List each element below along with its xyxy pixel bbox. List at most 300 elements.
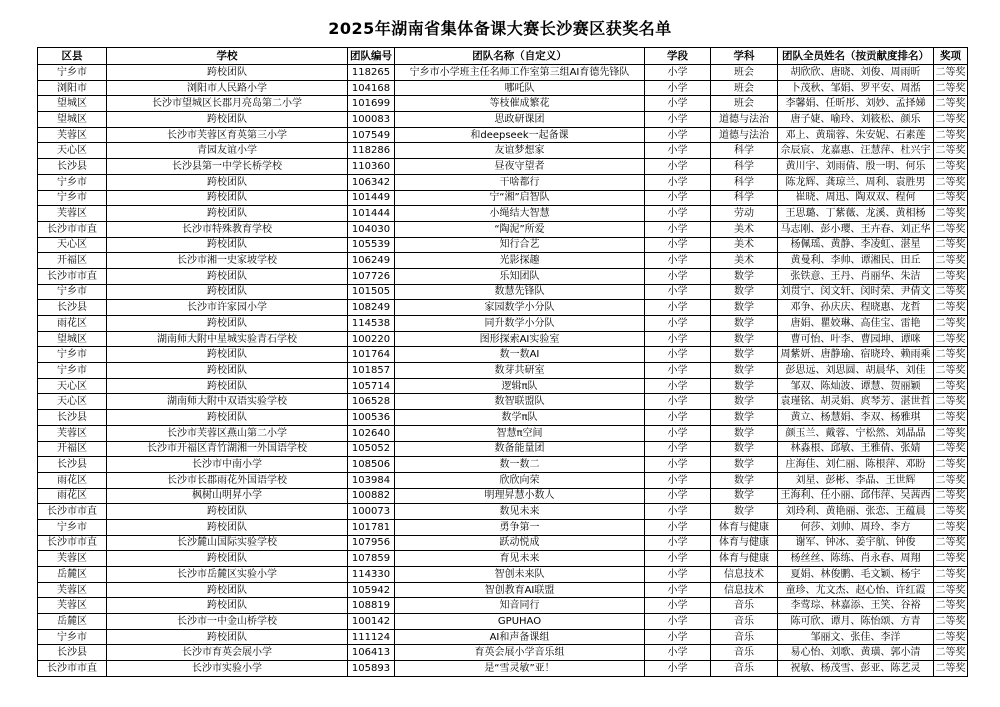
- cell-members: 童珍、尤文杰、赵心怡、许红霞: [778, 582, 934, 598]
- cell-stage: 小学: [645, 65, 711, 81]
- cell-team-name: 勇争第一: [395, 519, 645, 535]
- cell-district: 宁乡市: [38, 65, 107, 81]
- cell-award: 二等奖: [934, 567, 968, 583]
- table-row: [38, 80, 968, 96]
- cell-members: 邹双、陈灿波、谭慧、贺丽颖: [778, 378, 934, 394]
- cell-members: 黄曼利、李帅、谭湘民、田丘: [778, 253, 934, 269]
- cell-award: 二等奖: [934, 551, 968, 567]
- table-row: [38, 284, 968, 300]
- cell-team-number: 103984: [348, 472, 395, 488]
- cell-school: 跨校团队: [107, 519, 348, 535]
- cell-district: 雨花区: [38, 488, 107, 504]
- cell-members: 李莺琮、林嘉添、王笑、谷裕: [778, 598, 934, 614]
- cell-award: 二等奖: [934, 268, 968, 284]
- cell-school: 跨校团队: [107, 237, 348, 253]
- cell-award: 二等奖: [934, 582, 968, 598]
- cell-stage: 小学: [645, 268, 711, 284]
- cell-district: 长沙县: [38, 457, 107, 473]
- cell-team-number: 108819: [348, 598, 395, 614]
- cell-district: 浏阳市: [38, 80, 107, 96]
- cell-stage: 小学: [645, 457, 711, 473]
- cell-members: 邓争、孙庆庆、程晓惠、龙哲: [778, 300, 934, 316]
- cell-district: 雨花区: [38, 316, 107, 332]
- cell-district: 长沙市市直: [38, 268, 107, 284]
- cell-stage: 小学: [645, 441, 711, 457]
- cell-subject: 道德与法治: [711, 112, 778, 128]
- cell-subject: 信息技术: [711, 582, 778, 598]
- cell-team-name: 宁乡市小学班主任名师工作室第三组AI育德先锋队: [395, 65, 645, 81]
- cell-members: 何莎、刘帅、周玲、李方: [778, 519, 934, 535]
- cell-school: 跨校团队: [107, 378, 348, 394]
- cell-district: 望城区: [38, 112, 107, 128]
- cell-award: 二等奖: [934, 457, 968, 473]
- cell-team-number: 110360: [348, 159, 395, 175]
- cell-district: 长沙市市直: [38, 504, 107, 520]
- table-row: [38, 488, 968, 504]
- cell-district: 天心区: [38, 394, 107, 410]
- cell-team-number: 108506: [348, 457, 395, 473]
- cell-team-name: 哪吒队: [395, 80, 645, 96]
- cell-subject: 班会: [711, 65, 778, 81]
- cell-subject: 美术: [711, 237, 778, 253]
- cell-district: 芙蓉区: [38, 206, 107, 222]
- table-row: [38, 519, 968, 535]
- header-team-name: 团队名称（自定义）: [395, 48, 645, 65]
- table-row: [38, 347, 968, 363]
- cell-members: 易心怡、刘歌、黄璜、郭小清: [778, 645, 934, 661]
- cell-team-name: 育见未来: [395, 551, 645, 567]
- cell-team-name: 数芽共研室: [395, 363, 645, 379]
- cell-team-number: 106413: [348, 645, 395, 661]
- cell-members: 颜玉兰、戴蓉、宁松然、刘晶晶: [778, 425, 934, 441]
- document-title: 2025年湖南省集体备课大赛长沙赛区获奖名单: [328, 19, 672, 38]
- table-row: [38, 127, 968, 143]
- cell-team-name: 宁“湘”启智队: [395, 190, 645, 206]
- cell-team-number: 105893: [348, 661, 395, 677]
- cell-team-number: 118265: [348, 65, 395, 81]
- cell-stage: 小学: [645, 472, 711, 488]
- cell-members: 黄立、杨慧娟、李双、杨雅琪: [778, 410, 934, 426]
- cell-team-number: 100220: [348, 331, 395, 347]
- cell-stage: 小学: [645, 96, 711, 112]
- cell-team-number: 107956: [348, 535, 395, 551]
- cell-district: 雨花区: [38, 472, 107, 488]
- cell-subject: 科学: [711, 159, 778, 175]
- cell-award: 二等奖: [934, 143, 968, 159]
- cell-stage: 小学: [645, 519, 711, 535]
- cell-stage: 小学: [645, 190, 711, 206]
- cell-team-name: 知行合艺: [395, 237, 645, 253]
- cell-stage: 小学: [645, 127, 711, 143]
- cell-award: 二等奖: [934, 331, 968, 347]
- table-row: [38, 472, 968, 488]
- table-row: [38, 159, 968, 175]
- cell-award: 二等奖: [934, 300, 968, 316]
- table-row: [38, 363, 968, 379]
- cell-stage: 小学: [645, 567, 711, 583]
- cell-award: 二等奖: [934, 441, 968, 457]
- table-row: [38, 331, 968, 347]
- table-row: [38, 378, 968, 394]
- cell-school: 长沙市许家园小学: [107, 300, 348, 316]
- cell-team-name: 小绳结大智慧: [395, 206, 645, 222]
- cell-award: 二等奖: [934, 190, 968, 206]
- cell-school: 长沙市望城区长郡月亮岛第二小学: [107, 96, 348, 112]
- cell-team-number: 100536: [348, 410, 395, 426]
- cell-award: 二等奖: [934, 284, 968, 300]
- cell-award: 二等奖: [934, 112, 968, 128]
- cell-team-name: 明理昇慧小数人: [395, 488, 645, 504]
- cell-team-name: 数学π队: [395, 410, 645, 426]
- cell-team-name: 是“雪灵敏”亚！: [395, 661, 645, 677]
- cell-stage: 小学: [645, 504, 711, 520]
- cell-award: 二等奖: [934, 347, 968, 363]
- cell-award: 二等奖: [934, 410, 968, 426]
- cell-subject: 数学: [711, 378, 778, 394]
- cell-stage: 小学: [645, 347, 711, 363]
- table-row: [38, 96, 968, 112]
- cell-award: 二等奖: [934, 535, 968, 551]
- table-row: [38, 614, 968, 630]
- cell-members: 张铁意、王丹、肖丽华、朱洁: [778, 268, 934, 284]
- cell-members: 杨佩瑶、黄静、李凌虹、湛星: [778, 237, 934, 253]
- cell-subject: 数学: [711, 331, 778, 347]
- cell-district: 长沙县: [38, 159, 107, 175]
- table-row: [38, 190, 968, 206]
- cell-members: 佘辰宸、龙嘉惠、汪慧萍、杜兴宇: [778, 143, 934, 159]
- cell-school: 跨校团队: [107, 65, 348, 81]
- cell-subject: 音乐: [711, 645, 778, 661]
- cell-members: 唐子婕、喻玲、刘筱松、颜乐: [778, 112, 934, 128]
- cell-school: 长沙市中南小学: [107, 457, 348, 473]
- table-row: [38, 567, 968, 583]
- table-row: [38, 268, 968, 284]
- cell-district: 长沙县: [38, 300, 107, 316]
- cell-stage: 小学: [645, 551, 711, 567]
- cell-district: 芙蓉区: [38, 127, 107, 143]
- cell-school: 湖南师大附中双语实验学校: [107, 394, 348, 410]
- header-district: 区县: [38, 48, 107, 65]
- cell-members: 彭思远、刘思圆、胡晨华、刘佳: [778, 363, 934, 379]
- cell-team-name: GPUHAO: [395, 614, 645, 630]
- cell-subject: 数学: [711, 472, 778, 488]
- cell-team-name: 数慧先锋队: [395, 284, 645, 300]
- table-row: [38, 300, 968, 316]
- table-row: [38, 410, 968, 426]
- cell-team-number: 118286: [348, 143, 395, 159]
- cell-school: 跨校团队: [107, 112, 348, 128]
- cell-district: 开福区: [38, 441, 107, 457]
- cell-award: 二等奖: [934, 598, 968, 614]
- cell-school: 长沙市特殊教育学校: [107, 221, 348, 237]
- cell-school: 长沙市开福区青竹湖湘一外国语学校: [107, 441, 348, 457]
- table-row: [38, 65, 968, 81]
- cell-team-name: 光影探趣: [395, 253, 645, 269]
- cell-award: 二等奖: [934, 488, 968, 504]
- header-subject: 学科: [711, 48, 778, 65]
- cell-school: 长沙麓山国际实验学校: [107, 535, 348, 551]
- cell-members: 刘玲利、黄艳丽、张恋、王蕴晨: [778, 504, 934, 520]
- cell-school: 跨校团队: [107, 582, 348, 598]
- cell-subject: 道德与法治: [711, 127, 778, 143]
- cell-team-number: 100083: [348, 112, 395, 128]
- cell-team-name: 智创未来队: [395, 567, 645, 583]
- cell-team-number: 105714: [348, 378, 395, 394]
- cell-stage: 小学: [645, 159, 711, 175]
- cell-subject: 科学: [711, 143, 778, 159]
- table-row: [38, 221, 968, 237]
- cell-school: 跨校团队: [107, 504, 348, 520]
- cell-school: 跨校团队: [107, 316, 348, 332]
- cell-district: 望城区: [38, 96, 107, 112]
- cell-subject: 科学: [711, 174, 778, 190]
- cell-team-number: 101764: [348, 347, 395, 363]
- cell-subject: 数学: [711, 300, 778, 316]
- cell-subject: 数学: [711, 488, 778, 504]
- cell-stage: 小学: [645, 112, 711, 128]
- cell-district: 岳麓区: [38, 567, 107, 583]
- cell-team-number: 106342: [348, 174, 395, 190]
- cell-stage: 小学: [645, 645, 711, 661]
- cell-award: 二等奖: [934, 614, 968, 630]
- cell-subject: 音乐: [711, 629, 778, 645]
- cell-team-name: 智创教育AI联盟: [395, 582, 645, 598]
- cell-subject: 音乐: [711, 614, 778, 630]
- cell-award: 二等奖: [934, 127, 968, 143]
- cell-subject: 班会: [711, 80, 778, 96]
- cell-members: 陈龙辉、龚琼兰、周利、袁胜男: [778, 174, 934, 190]
- cell-school: 长沙市芙蓉区育英第三小学: [107, 127, 348, 143]
- cell-team-number: 104168: [348, 80, 395, 96]
- cell-stage: 小学: [645, 535, 711, 551]
- cell-team-number: 107859: [348, 551, 395, 567]
- cell-members: 杨丝丝、陈练、肖永春、周翔: [778, 551, 934, 567]
- cell-team-name: 数备能量团: [395, 441, 645, 457]
- cell-team-number: 107549: [348, 127, 395, 143]
- cell-school: 长沙市岳麓区实验小学: [107, 567, 348, 583]
- header-members: 团队全员姓名（按贡献度排名）: [778, 48, 934, 65]
- cell-stage: 小学: [645, 394, 711, 410]
- cell-members: 崔晓、周迅、陶双双、程何: [778, 190, 934, 206]
- cell-subject: 音乐: [711, 598, 778, 614]
- cell-members: 唐娟、瞿姣琳、高佳宝、雷艳: [778, 316, 934, 332]
- cell-award: 二等奖: [934, 65, 968, 81]
- cell-team-name: 跃动悦成: [395, 535, 645, 551]
- cell-district: 开福区: [38, 253, 107, 269]
- cell-award: 二等奖: [934, 629, 968, 645]
- cell-district: 宁乡市: [38, 363, 107, 379]
- cell-district: 天心区: [38, 237, 107, 253]
- cell-district: 天心区: [38, 143, 107, 159]
- cell-award: 二等奖: [934, 174, 968, 190]
- cell-members: 胡欣欣、唐晓、刘俊、周雨昕: [778, 65, 934, 81]
- table-row: [38, 174, 968, 190]
- cell-district: 芙蓉区: [38, 582, 107, 598]
- table-row: [38, 598, 968, 614]
- cell-award: 二等奖: [934, 96, 968, 112]
- cell-district: 长沙县: [38, 645, 107, 661]
- cell-school: 跨校团队: [107, 268, 348, 284]
- cell-team-name: 数见未来: [395, 504, 645, 520]
- cell-award: 二等奖: [934, 394, 968, 410]
- cell-award: 二等奖: [934, 378, 968, 394]
- cell-subject: 劳动: [711, 206, 778, 222]
- cell-district: 芙蓉区: [38, 598, 107, 614]
- cell-subject: 体育与健康: [711, 551, 778, 567]
- cell-team-number: 101857: [348, 363, 395, 379]
- cell-stage: 小学: [645, 143, 711, 159]
- cell-subject: 数学: [711, 394, 778, 410]
- cell-school: 长沙市一中金山桥学校: [107, 614, 348, 630]
- table-header-row: [38, 48, 968, 65]
- cell-team-number: 100882: [348, 488, 395, 504]
- cell-members: 邓上、黄瑞蓉、朱安妮、石素莲: [778, 127, 934, 143]
- table-row: [38, 316, 968, 332]
- cell-award: 二等奖: [934, 425, 968, 441]
- table-row: [38, 582, 968, 598]
- cell-stage: 小学: [645, 582, 711, 598]
- cell-district: 宁乡市: [38, 519, 107, 535]
- header-school: 学校: [107, 48, 348, 65]
- cell-school: 浏阳市人民路小学: [107, 80, 348, 96]
- cell-school: 跨校团队: [107, 190, 348, 206]
- cell-award: 二等奖: [934, 237, 968, 253]
- cell-team-number: 107726: [348, 268, 395, 284]
- cell-school: 长沙市长郡雨花外国语学校: [107, 472, 348, 488]
- cell-school: 长沙市实验小学: [107, 661, 348, 677]
- cell-award: 二等奖: [934, 253, 968, 269]
- cell-subject: 班会: [711, 96, 778, 112]
- cell-award: 二等奖: [934, 519, 968, 535]
- table-row: [38, 504, 968, 520]
- cell-team-number: 100073: [348, 504, 395, 520]
- cell-award: 二等奖: [934, 206, 968, 222]
- cell-subject: 体育与健康: [711, 535, 778, 551]
- cell-school: 跨校团队: [107, 629, 348, 645]
- cell-team-number: 101781: [348, 519, 395, 535]
- cell-team-number: 100142: [348, 614, 395, 630]
- cell-team-number: 114538: [348, 316, 395, 332]
- cell-subject: 数学: [711, 504, 778, 520]
- cell-district: 宁乡市: [38, 347, 107, 363]
- table-row: [38, 551, 968, 567]
- cell-team-name: AI和声备课组: [395, 629, 645, 645]
- cell-members: 马志刚、彭小璎、王卉春、刘正华: [778, 221, 934, 237]
- cell-subject: 数学: [711, 363, 778, 379]
- cell-team-name: 逻辑π队: [395, 378, 645, 394]
- cell-stage: 小学: [645, 363, 711, 379]
- cell-school: 跨校团队: [107, 284, 348, 300]
- cell-members: 林淼根、邱敏、王雅倩、张婧: [778, 441, 934, 457]
- cell-team-name: 知音同行: [395, 598, 645, 614]
- cell-team-number: 114330: [348, 567, 395, 583]
- table-row: [38, 535, 968, 551]
- cell-district: 长沙市市直: [38, 661, 107, 677]
- cell-members: 黄川宇、刘雨倩、殷一明、何乐: [778, 159, 934, 175]
- cell-team-number: 104030: [348, 221, 395, 237]
- cell-stage: 小学: [645, 629, 711, 645]
- cell-district: 宁乡市: [38, 174, 107, 190]
- cell-stage: 小学: [645, 316, 711, 332]
- cell-members: 邹丽文、张佳、李洋: [778, 629, 934, 645]
- cell-district: 长沙市市直: [38, 221, 107, 237]
- table-row: [38, 457, 968, 473]
- cell-team-name: 和deepseek一起备课: [395, 127, 645, 143]
- cell-stage: 小学: [645, 80, 711, 96]
- cell-stage: 小学: [645, 410, 711, 426]
- cell-stage: 小学: [645, 331, 711, 347]
- cell-subject: 音乐: [711, 661, 778, 677]
- cell-team-name: 干啥都行: [395, 174, 645, 190]
- cell-school: 跨校团队: [107, 174, 348, 190]
- cell-stage: 小学: [645, 237, 711, 253]
- cell-members: 卜茂秋、邹娟、罗平安、周湉: [778, 80, 934, 96]
- cell-members: 李馨娟、任昕彤、刘妙、孟择娣: [778, 96, 934, 112]
- cell-school: 跨校团队: [107, 363, 348, 379]
- cell-school: 跨校团队: [107, 347, 348, 363]
- cell-district: 望城区: [38, 331, 107, 347]
- cell-team-name: 欣欣向荣: [395, 472, 645, 488]
- cell-team-name: 等枝催成繁花: [395, 96, 645, 112]
- header-stage: 学段: [645, 48, 711, 65]
- cell-members: 陈可欣、谭月、陈怡颂、方青: [778, 614, 934, 630]
- cell-team-number: 101444: [348, 206, 395, 222]
- table-row: [38, 661, 968, 677]
- cell-team-name: 数一数AI: [395, 347, 645, 363]
- cell-subject: 数学: [711, 425, 778, 441]
- cell-subject: 美术: [711, 253, 778, 269]
- cell-award: 二等奖: [934, 363, 968, 379]
- cell-district: 宁乡市: [38, 629, 107, 645]
- cell-members: 刘贯宁、闵文轩、闵时荣、尹倩文: [778, 284, 934, 300]
- cell-district: 长沙县: [38, 410, 107, 426]
- table-row: [38, 112, 968, 128]
- cell-team-name: 智慧π空间: [395, 425, 645, 441]
- cell-award: 二等奖: [934, 472, 968, 488]
- cell-school: 长沙市芙蓉区燕山第二小学: [107, 425, 348, 441]
- cell-award: 二等奖: [934, 316, 968, 332]
- cell-subject: 数学: [711, 268, 778, 284]
- cell-subject: 数学: [711, 347, 778, 363]
- cell-stage: 小学: [645, 221, 711, 237]
- cell-team-number: 101449: [348, 190, 395, 206]
- cell-team-name: 图形探索AI实验室: [395, 331, 645, 347]
- cell-members: 曹可怡、叶李、曹园坤、谭咪: [778, 331, 934, 347]
- cell-members: 刘星、彭彬、李晶、王世辉: [778, 472, 934, 488]
- cell-team-name: 家园数学小分队: [395, 300, 645, 316]
- table-row: [38, 425, 968, 441]
- cell-stage: 小学: [645, 425, 711, 441]
- cell-stage: 小学: [645, 661, 711, 677]
- cell-team-name: 数一数二: [395, 457, 645, 473]
- cell-team-number: 102640: [348, 425, 395, 441]
- cell-district: 宁乡市: [38, 190, 107, 206]
- table-row: [38, 206, 968, 222]
- cell-members: 庄海佳、刘仁丽、陈根萍、邓盼: [778, 457, 934, 473]
- cell-members: 王思璐、丁紫薇、龙溪、黄相杨: [778, 206, 934, 222]
- table-row: [38, 253, 968, 269]
- cell-subject: 数学: [711, 410, 778, 426]
- cell-team-name: 昼夜守望者: [395, 159, 645, 175]
- table-row: [38, 441, 968, 457]
- cell-district: 岳麓区: [38, 614, 107, 630]
- cell-stage: 小学: [645, 614, 711, 630]
- cell-award: 二等奖: [934, 221, 968, 237]
- cell-team-number: 105942: [348, 582, 395, 598]
- cell-members: 袁瑾铭、胡灵娟、庹琴芳、湛世哲: [778, 394, 934, 410]
- cell-team-name: 思政研课团: [395, 112, 645, 128]
- cell-members: 祝敏、杨茂雪、彭亚、陈艺灵: [778, 661, 934, 677]
